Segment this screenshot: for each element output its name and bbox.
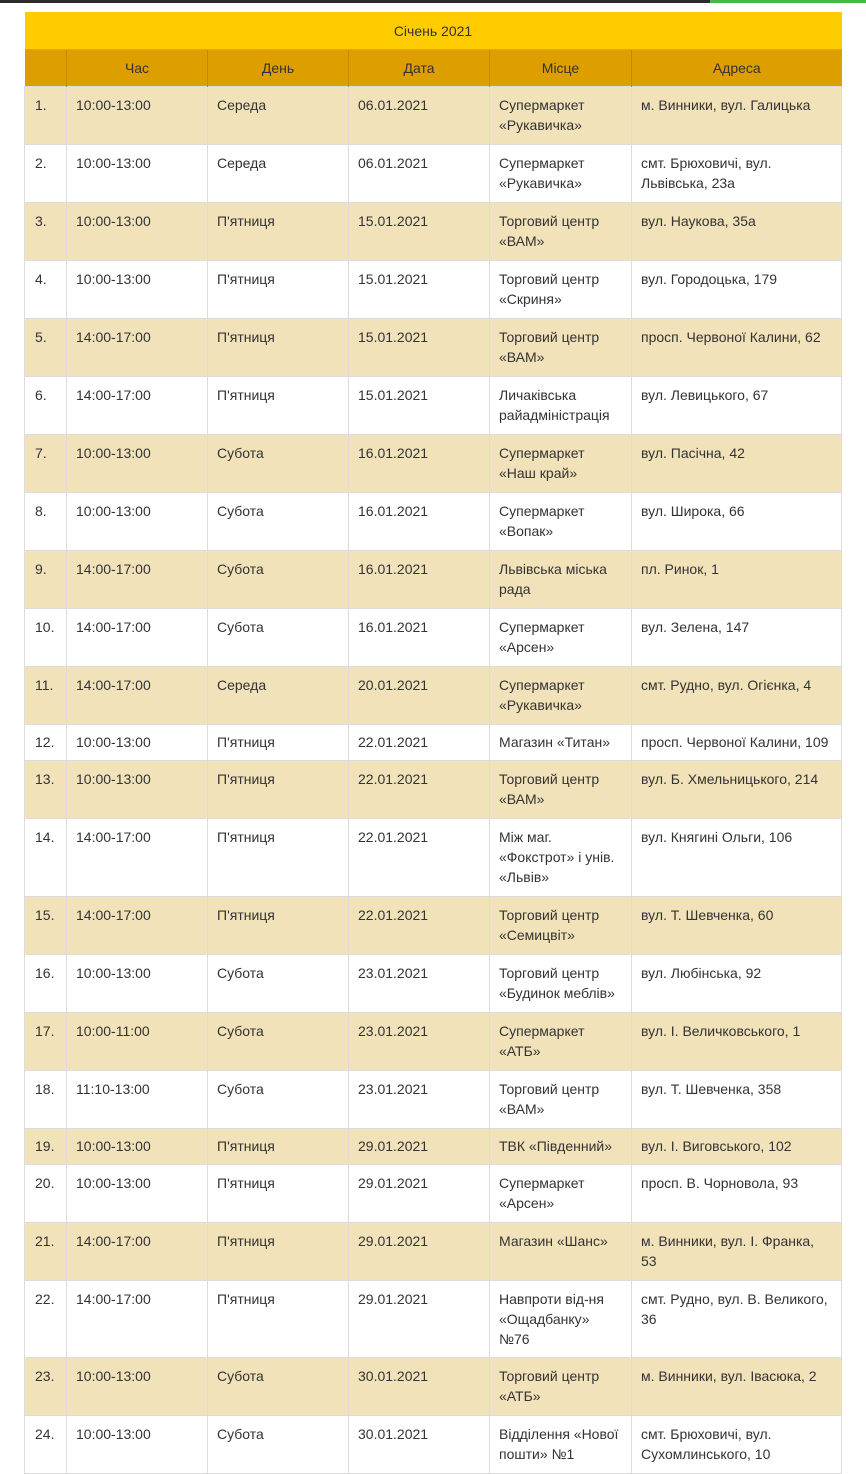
table-row — [25, 1223, 842, 1281]
cell-number: 2. — [25, 145, 67, 203]
cell-address: вул. Пасічна, 42 — [632, 435, 842, 493]
table-title: Січень 2021 — [25, 12, 842, 50]
cell-address: вул. Б. Хмельницького, 214 — [632, 761, 842, 819]
cell-time: 10:00-13:00 — [67, 1165, 208, 1223]
cell-number: 5. — [25, 319, 67, 377]
cell-time: 14:00-17:00 — [67, 609, 208, 667]
cell-address: м. Винники, вул. І. Франка, 53 — [632, 1223, 842, 1281]
cell-place: Торговий центр «ВАМ» — [490, 761, 632, 819]
header-row — [25, 50, 842, 87]
cell-date: 15.01.2021 — [349, 377, 490, 435]
cell-date: 15.01.2021 — [349, 319, 490, 377]
cell-date: 22.01.2021 — [349, 761, 490, 819]
top-border-accent — [710, 0, 866, 3]
cell-place: Торговий центр «АТБ» — [490, 1358, 632, 1416]
cell-date: 06.01.2021 — [349, 87, 490, 145]
cell-date: 16.01.2021 — [349, 435, 490, 493]
cell-number: 12. — [25, 725, 67, 761]
cell-place: Магазин «Шанс» — [490, 1223, 632, 1281]
cell-date: 22.01.2021 — [349, 819, 490, 897]
cell-number: 6. — [25, 377, 67, 435]
cell-place: Торговий центр «ВАМ» — [490, 203, 632, 261]
table-row — [25, 1013, 842, 1071]
cell-time: 14:00-17:00 — [67, 319, 208, 377]
cell-address: вул. Т. Шевченка, 358 — [632, 1071, 842, 1129]
table-row — [25, 551, 842, 609]
cell-address: вул. Левицького, 67 — [632, 377, 842, 435]
cell-day: Субота — [208, 1071, 349, 1129]
header-time: Час — [67, 50, 208, 87]
cell-date: 22.01.2021 — [349, 725, 490, 761]
cell-number: 21. — [25, 1223, 67, 1281]
table-row — [25, 819, 842, 897]
cell-address: просп. Червоної Калини, 62 — [632, 319, 842, 377]
cell-address: вул. І. Виговського, 102 — [632, 1129, 842, 1165]
table-row — [25, 955, 842, 1013]
cell-address: вул. Наукова, 35а — [632, 203, 842, 261]
cell-day: П'ятниця — [208, 897, 349, 955]
cell-day: П'ятниця — [208, 203, 349, 261]
cell-number: 15. — [25, 897, 67, 955]
cell-day: П'ятниця — [208, 761, 349, 819]
cell-day: Субота — [208, 435, 349, 493]
cell-address: м. Винники, вул. Івасюка, 2 — [632, 1358, 842, 1416]
cell-place: Супермаркет «Рукавичка» — [490, 667, 632, 725]
cell-time: 10:00-11:00 — [67, 1013, 208, 1071]
cell-place: Супермаркет «Вопак» — [490, 493, 632, 551]
cell-number: 18. — [25, 1071, 67, 1129]
cell-place: Супермаркет «АТБ» — [490, 1013, 632, 1071]
cell-address: вул. Широка, 66 — [632, 493, 842, 551]
header-date: Дата — [349, 50, 490, 87]
cell-time: 10:00-13:00 — [67, 1416, 208, 1474]
cell-day: Субота — [208, 1416, 349, 1474]
cell-address: вул. Зелена, 147 — [632, 609, 842, 667]
cell-address: вул. Городоцька, 179 — [632, 261, 842, 319]
cell-date: 30.01.2021 — [349, 1416, 490, 1474]
table-row — [25, 87, 842, 145]
cell-time: 14:00-17:00 — [67, 551, 208, 609]
cell-address: смт. Брюховичі, вул. Сухомлинського, 10 — [632, 1416, 842, 1474]
table-row — [25, 1165, 842, 1223]
cell-place: Личаківська райадміністрація — [490, 377, 632, 435]
cell-place: ТВК «Південний» — [490, 1129, 632, 1165]
cell-number: 22. — [25, 1281, 67, 1358]
table-row — [25, 1281, 842, 1358]
cell-number: 4. — [25, 261, 67, 319]
table-row — [25, 145, 842, 203]
cell-address: пл. Ринок, 1 — [632, 551, 842, 609]
table-body — [25, 87, 842, 1474]
cell-date: 23.01.2021 — [349, 955, 490, 1013]
cell-number: 7. — [25, 435, 67, 493]
cell-place: Між маг. «Фокстрот» і унів. «Львів» — [490, 819, 632, 897]
cell-date: 29.01.2021 — [349, 1129, 490, 1165]
table-row — [25, 1071, 842, 1129]
cell-date: 29.01.2021 — [349, 1281, 490, 1358]
cell-day: Субота — [208, 955, 349, 1013]
cell-date: 16.01.2021 — [349, 493, 490, 551]
table-row — [25, 1416, 842, 1474]
cell-number: 3. — [25, 203, 67, 261]
cell-place: Супермаркет «Арсен» — [490, 609, 632, 667]
cell-date: 22.01.2021 — [349, 897, 490, 955]
header-number — [25, 50, 67, 87]
cell-number: 1. — [25, 87, 67, 145]
cell-place: Торговий центр «ВАМ» — [490, 1071, 632, 1129]
cell-day: П'ятниця — [208, 377, 349, 435]
table-row — [25, 261, 842, 319]
cell-day: Субота — [208, 551, 349, 609]
cell-address: смт. Брюховичі, вул. Львівська, 23а — [632, 145, 842, 203]
cell-day: Середа — [208, 87, 349, 145]
cell-time: 10:00-13:00 — [67, 1358, 208, 1416]
header-place: Місце — [490, 50, 632, 87]
cell-place: Львівська міська рада — [490, 551, 632, 609]
cell-day: П'ятниця — [208, 261, 349, 319]
table-row — [25, 725, 842, 761]
cell-time: 14:00-17:00 — [67, 897, 208, 955]
table-row — [25, 377, 842, 435]
table-row — [25, 667, 842, 725]
cell-day: Субота — [208, 493, 349, 551]
cell-number: 17. — [25, 1013, 67, 1071]
table-row — [25, 435, 842, 493]
cell-time: 10:00-13:00 — [67, 261, 208, 319]
table-row — [25, 1358, 842, 1416]
cell-address: смт. Рудно, вул. В. Великого, 36 — [632, 1281, 842, 1358]
table-row — [25, 319, 842, 377]
schedule-table — [24, 12, 842, 1474]
cell-date: 23.01.2021 — [349, 1013, 490, 1071]
top-border-dark — [0, 0, 710, 3]
header-day: День — [208, 50, 349, 87]
cell-date: 29.01.2021 — [349, 1165, 490, 1223]
cell-time: 14:00-17:00 — [67, 819, 208, 897]
cell-time: 14:00-17:00 — [67, 1281, 208, 1358]
cell-place: Торговий центр «Скриня» — [490, 261, 632, 319]
cell-number: 20. — [25, 1165, 67, 1223]
cell-number: 11. — [25, 667, 67, 725]
cell-time: 10:00-13:00 — [67, 955, 208, 1013]
cell-date: 16.01.2021 — [349, 609, 490, 667]
cell-time: 10:00-13:00 — [67, 145, 208, 203]
cell-number: 24. — [25, 1416, 67, 1474]
cell-time: 11:10-13:00 — [67, 1071, 208, 1129]
cell-number: 19. — [25, 1129, 67, 1165]
cell-time: 14:00-17:00 — [67, 377, 208, 435]
cell-date: 29.01.2021 — [349, 1223, 490, 1281]
cell-place: Відділення «Нової пошти» №1 — [490, 1416, 632, 1474]
cell-date: 20.01.2021 — [349, 667, 490, 725]
cell-day: П'ятниця — [208, 1281, 349, 1358]
cell-place: Торговий центр «Будинок меблів» — [490, 955, 632, 1013]
cell-number: 10. — [25, 609, 67, 667]
cell-time: 10:00-13:00 — [67, 435, 208, 493]
cell-address: смт. Рудно, вул. Огієнка, 4 — [632, 667, 842, 725]
cell-time: 10:00-13:00 — [67, 1129, 208, 1165]
table-row — [25, 203, 842, 261]
cell-address: вул. Княгині Ольги, 106 — [632, 819, 842, 897]
cell-place: Торговий центр «Семицвіт» — [490, 897, 632, 955]
table-row — [25, 897, 842, 955]
cell-day: П'ятниця — [208, 1129, 349, 1165]
cell-day: П'ятниця — [208, 1223, 349, 1281]
cell-number: 9. — [25, 551, 67, 609]
cell-day: П'ятниця — [208, 819, 349, 897]
table-row — [25, 493, 842, 551]
cell-place: Супермаркет «Арсен» — [490, 1165, 632, 1223]
cell-day: Середа — [208, 667, 349, 725]
cell-day: Субота — [208, 1358, 349, 1416]
table-row — [25, 609, 842, 667]
cell-date: 30.01.2021 — [349, 1358, 490, 1416]
cell-address: просп. В. Чорновола, 93 — [632, 1165, 842, 1223]
cell-address: м. Винники, вул. Галицька — [632, 87, 842, 145]
cell-day: Субота — [208, 1013, 349, 1071]
cell-place: Торговий центр «ВАМ» — [490, 319, 632, 377]
cell-time: 10:00-13:00 — [67, 87, 208, 145]
cell-time: 10:00-13:00 — [67, 493, 208, 551]
cell-number: 8. — [25, 493, 67, 551]
cell-place: Навпроти від-ня «Ощадбанку» №76 — [490, 1281, 632, 1358]
cell-place: Магазин «Титан» — [490, 725, 632, 761]
cell-day: П'ятниця — [208, 1165, 349, 1223]
header-address: Адреса — [632, 50, 842, 87]
cell-place: Супермаркет «Наш край» — [490, 435, 632, 493]
cell-address: просп. Червоної Калини, 109 — [632, 725, 842, 761]
cell-day: П'ятниця — [208, 319, 349, 377]
table-row — [25, 761, 842, 819]
cell-address: вул. І. Величковського, 1 — [632, 1013, 842, 1071]
cell-date: 16.01.2021 — [349, 551, 490, 609]
cell-number: 14. — [25, 819, 67, 897]
cell-address: вул. Любінська, 92 — [632, 955, 842, 1013]
cell-time: 10:00-13:00 — [67, 203, 208, 261]
cell-number: 16. — [25, 955, 67, 1013]
cell-time: 10:00-13:00 — [67, 761, 208, 819]
cell-time: 14:00-17:00 — [67, 667, 208, 725]
cell-place: Супермаркет «Рукавичка» — [490, 145, 632, 203]
cell-day: П'ятниця — [208, 725, 349, 761]
cell-date: 06.01.2021 — [349, 145, 490, 203]
cell-day: Середа — [208, 145, 349, 203]
cell-number: 13. — [25, 761, 67, 819]
cell-date: 23.01.2021 — [349, 1071, 490, 1129]
cell-time: 10:00-13:00 — [67, 725, 208, 761]
cell-time: 14:00-17:00 — [67, 1223, 208, 1281]
cell-place: Супермаркет «Рукавичка» — [490, 87, 632, 145]
cell-date: 15.01.2021 — [349, 203, 490, 261]
table-row — [25, 1129, 842, 1165]
cell-number: 23. — [25, 1358, 67, 1416]
cell-address: вул. Т. Шевченка, 60 — [632, 897, 842, 955]
schedule-table-wrapper — [24, 12, 841, 1474]
cell-day: Субота — [208, 609, 349, 667]
cell-date: 15.01.2021 — [349, 261, 490, 319]
